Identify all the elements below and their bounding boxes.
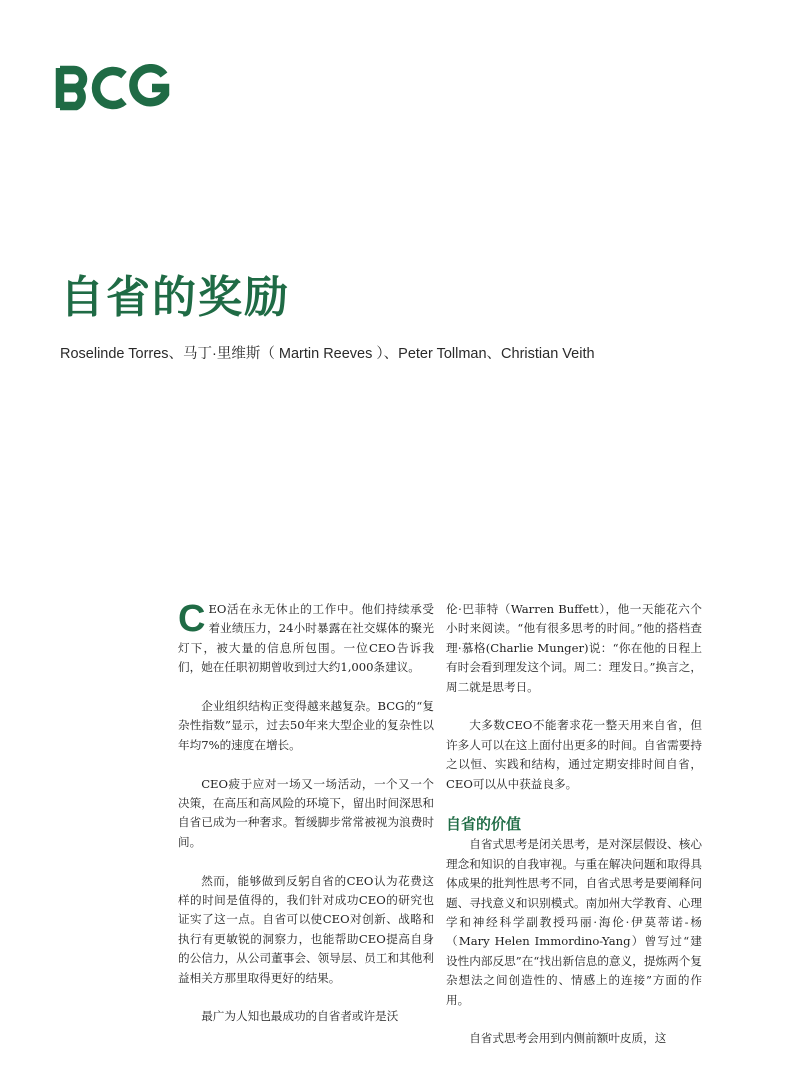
intro-paragraph [178, 600, 434, 678]
paragraph: 企业组织结构正变得越来越复杂。BCG的“复杂性指数”显示，过去50年来大型企业的复杂性以年均7%的速度在增长。 [178, 699, 434, 752]
intro-text: EO活在永无休止的工作中。他们持续承受着业绩压力，24小时暴露在社交媒体的聚光灯下，被大量的信息所包围。一位CEO告诉我们，她在任职初期曾收到过大约1,000条建议。 [178, 602, 434, 675]
bcg-logo [54, 64, 172, 112]
article-title: 自省的奖励 [60, 272, 290, 323]
paragraph: 自省式思考是闭关思考，是对深层假设、核心理念和知识的自我审视。与重在解决问题和取得具体成果的批判性思考不同，自省式思考是要阐释问题、寻找意义和识别模式。南加州大学教育、心理学和神经科学副教授玛丽·海伦·伊莫蒂诺-杨（Mary Helen Immordino-Yang）曾写过“建设性内部反思”在“找出新信息的意义，提炼两个复杂想法之间创造性的、情感上的连接”方面的作用。 [446, 837, 702, 1007]
paragraph: CEO疲于应对一场又一场活动，一个又一个决策，在高压和高风险的环境下，留出时间深思和自省已成为一种奢求。暂缓脚步常常被视为浪费时间。 [178, 776, 434, 849]
body-column-left [178, 600, 434, 1046]
drop-cap: C [178, 598, 206, 640]
paragraph: 然而，能够做到反躬自省的CEO认为花费这样的时间是值得的，我们针对成功CEO的研究也证实了这一点。自省可以使CEO对创新、战略和执行有更敏锐的洞察力，也能帮助CEO提高自身的公信力，从公司董事会、领导层、员工和其他利益相关方那里取得更好的结果。 [178, 873, 434, 985]
section-heading: 自省的价值 [446, 815, 522, 834]
paragraph: 大多数CEO不能奢求花一整天用来自省，但许多人可以在这上面付出更多的时间。自省需要持之以恒、实践和结构，通过定期安排时间自省，CEO可以从中获益良多。 [446, 718, 702, 791]
article-authors: Roselinde Torres、马丁·里维斯（ Martin Reeves ）、Peter Tollman、Christian Veith [60, 346, 595, 362]
paragraph: 伦·巴菲特（Warren Buffett），他一天能花六个小时来阅读。“他有很多思考的时间。”他的搭档查理·慕格(Charlie Munger)说：“你在他的日程上有时会看到理发这个词。周二：理发日。”换言之，周二就是思考日。 [446, 602, 702, 694]
paragraph: 自省式思考会用到内侧前额叶皮质，这 [469, 1031, 667, 1046]
bcg-logo-mark [54, 64, 172, 112]
body-column-right [446, 600, 702, 1068]
paragraph: 最广为人知也最成功的自省者或许是沃 [201, 1009, 399, 1024]
